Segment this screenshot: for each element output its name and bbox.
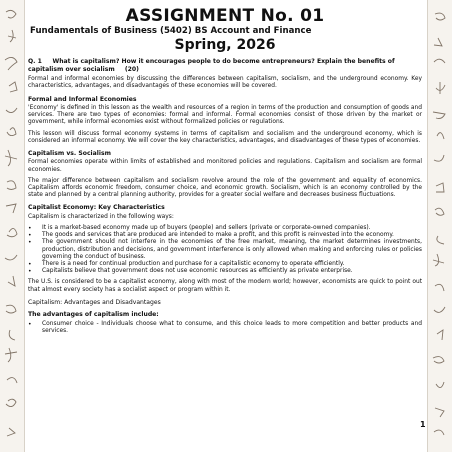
characteristics-list (28, 225, 422, 275)
section2-paragraph-2: The major difference between capitalism and socialism revolve around the role of the government and equality of economics. Capitalism affords economic freedom, consumer choice, and economic growth. Socialism, which is an economy controlled by the state and planned by a central planning authority, provides for a greater social welfare and decreases business fluctuations. (28, 177, 422, 199)
advantages-subheading: The advantages of capitalism include: (28, 311, 159, 319)
calligraphy-border-left (0, 0, 24, 452)
section-heading-capitalism-vs-socialism: Capitalism vs. Socialism (28, 150, 111, 158)
section1-paragraph-2: This lesson will discuss formal economy systems in terms of capitalism and socialism and the underground economy, which is considered an informal economy. We will cover the key characteristics, advantages, and disadvantages of these types of economies. (28, 130, 422, 144)
section1-paragraph-1: 'Economy' is defined in this lesson as the wealth and resources of a region in terms of the production and consumption of goods and services. There are two types of economies: formal and informal. Formal economies consist of those driven by the market or government, while informal economies exist without formalized policies or regulations. (28, 105, 422, 126)
document-page (28, 4, 422, 339)
list-item: • It is a market-based economy made up of buyers (people) and sellers (private or corporate-owned companies). (28, 225, 422, 232)
section-heading-key-characteristics: Capitalist Economy: Key Characteristics (28, 204, 165, 212)
section-heading-formal-informal: Formal and Informal Economies (28, 95, 137, 103)
section-heading-advantages-disadvantages: Capitalism: Advantages and Disadvantages (28, 298, 161, 306)
decorative-border-right (427, 0, 452, 452)
calligraphy-border-right (428, 0, 452, 452)
question-text: What is capitalism? How it encourages people to do become entrepreneurs? Explain the benefits of capitalism over socialism (28, 58, 395, 73)
section3-lead: Capitalism is characterized in the following ways: (28, 213, 174, 220)
term-heading: Spring, 2026 (174, 37, 276, 53)
list-item: • Capitalists believe that government does not use economic resources as efficiently as private enterprise. (28, 268, 422, 275)
advantages-list (28, 321, 422, 335)
section3-closing: The U.S. is considered to be a capitalist economy, along with most of the modern world; however, economists are quick to point out that almost every society has a socialist aspect or program within it. (28, 279, 422, 293)
page-number: 1 (420, 420, 426, 429)
list-item: • The government should not interfere in the economies of the free market, meaning, the market determines investments, production, distribution and decisions, and government interference is only allowed when making and enforcing rules or policies governing the conduct of business. (28, 239, 422, 261)
section2-paragraph-1: Formal economies operate within limits of established and monitored policies and regulations. Capitalism and socialism are formal economies. (28, 159, 422, 173)
list-item: • The goods and services that are produced are intended to make a profit, and this profit is reinvested into the economy. (28, 232, 422, 239)
assignment-title: ASSIGNMENT No. 01 (125, 6, 325, 26)
list-item: • Consumer choice - Individuals choose what to consume, and this choice leads to more competition and better products and services. (28, 321, 422, 335)
course-subtitle: Fundamentals of Business (5402) BS Account and Finance (30, 26, 312, 36)
question-number: Q. 1 (28, 58, 42, 65)
question-marks: (20) (124, 65, 139, 73)
list-item: • There is a need for continual production and purchase for a capitalistic economy to operate efficiently. (28, 261, 422, 268)
decorative-border-left (0, 0, 25, 452)
intro-paragraph: Formal and informal economies by discussing the differences between capitalism, socialism, and the underground economy. Key characteristics, advantages, and disadvantages of these economies will be covered. (28, 76, 422, 90)
question-1 (28, 58, 422, 73)
